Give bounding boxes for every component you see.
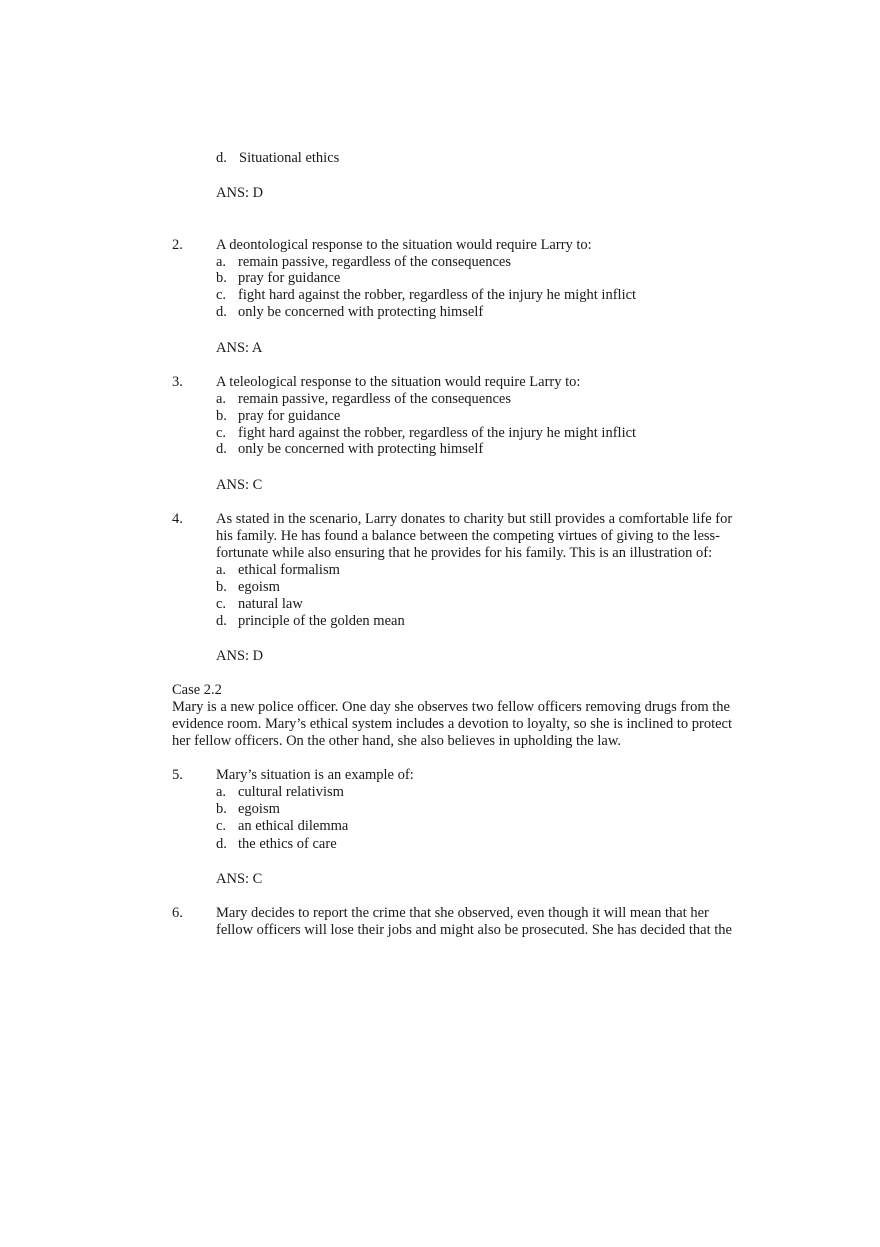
q4-option-text: natural law [238, 596, 303, 612]
q4-option-text: ethical formalism [238, 562, 340, 578]
q5-option-letter: c. [216, 818, 227, 834]
case-text-line: her fellow officers. On the other hand, she also believes in upholding the law. [172, 733, 621, 749]
q3-number: 3. [172, 374, 183, 390]
q6-number: 6. [172, 905, 183, 921]
q5-stem: Mary’s situation is an example of: [216, 767, 414, 783]
q2-option-letter: c. [216, 287, 227, 303]
q2-option-text: pray for guidance [238, 270, 341, 286]
q5-option-letter: b. [216, 801, 227, 817]
case-text-line: Mary is a new police officer. One day she observes two fellow officers removing drugs from the [172, 699, 730, 715]
q1-option-letter: d. [216, 150, 227, 166]
q5-option-text: cultural relativism [238, 784, 344, 800]
q4-option-letter: a. [216, 562, 227, 578]
q4-option-text: egoism [238, 579, 280, 595]
q3-option-letter: a. [216, 391, 227, 407]
q4-stem-line: his family. He has found a balance between the competing virtues of giving to the less- [216, 528, 721, 544]
q6-stem-line: fellow officers will lose their jobs and might also be prosecuted. She has decided that the [216, 922, 732, 938]
q3-stem: A teleological response to the situation would require Larry to: [216, 374, 581, 390]
q2-stem: A deontological response to the situation would require Larry to: [216, 237, 592, 253]
q2-option-text: only be concerned with protecting himself [238, 304, 484, 320]
q4-option-letter: b. [216, 579, 227, 595]
q3-option-letter: c. [216, 425, 227, 441]
q3-option-letter: b. [216, 408, 227, 424]
case-text-line: evidence room. Mary’s ethical system includes a devotion to loyalty, so she is inclined to protect [172, 716, 732, 732]
q4-stem-line: As stated in the scenario, Larry donates to charity but still provides a comfortable life for [216, 511, 733, 527]
q2-option-letter: a. [216, 254, 227, 270]
q3-answer: ANS: C [216, 477, 263, 493]
q3-option-text: fight hard against the robber, regardless of the injury he might inflict [238, 425, 637, 441]
q4-answer: ANS: D [216, 648, 264, 664]
q5-answer: ANS: C [216, 871, 263, 887]
q5-option-text: an ethical dilemma [238, 818, 349, 834]
q2-answer: ANS: A [216, 340, 263, 356]
q3-option-text: pray for guidance [238, 408, 341, 424]
q6-stem-line: Mary decides to report the crime that she observed, even though it will mean that her [216, 905, 709, 921]
q2-option-letter: d. [216, 304, 227, 320]
q2-option-text: remain passive, regardless of the consequences [238, 254, 511, 270]
q4-option-letter: c. [216, 596, 227, 612]
q5-option-text: egoism [238, 801, 280, 817]
q4-option-letter: d. [216, 613, 227, 629]
q1-answer: ANS: D [216, 185, 264, 201]
q2-option-letter: b. [216, 270, 227, 286]
q5-option-letter: d. [216, 836, 227, 852]
q3-option-text: only be concerned with protecting himself [238, 441, 484, 457]
q5-option-text: the ethics of care [238, 836, 337, 852]
q3-option-letter: d. [216, 441, 227, 457]
case-title: Case 2.2 [172, 682, 222, 698]
q4-number: 4. [172, 511, 183, 527]
q4-stem-line: fortunate while also ensuring that he provides for his family. This is an illustration of: [216, 545, 713, 561]
q2-option-text: fight hard against the robber, regardless of the injury he might inflict [238, 287, 637, 303]
q4-option-text: principle of the golden mean [238, 613, 405, 629]
q3-option-text: remain passive, regardless of the consequences [238, 391, 511, 407]
q5-number: 5. [172, 767, 183, 783]
q1-option-text: Situational ethics [239, 150, 340, 166]
q2-number: 2. [172, 237, 183, 253]
q5-option-letter: a. [216, 784, 227, 800]
